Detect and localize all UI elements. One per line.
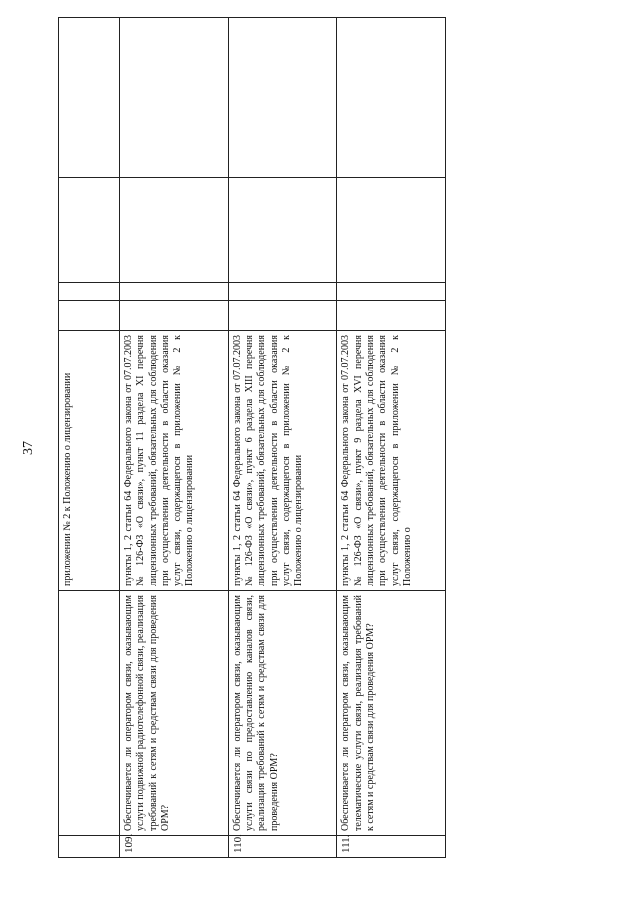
- empty-cell: [228, 178, 337, 283]
- rotated-table-wrapper: [58, 18, 446, 858]
- empty-cell: [59, 18, 120, 178]
- row-number: 110.: [228, 836, 337, 858]
- empty-cell: [228, 283, 337, 301]
- table-row: [228, 18, 337, 858]
- empty-cell: [120, 283, 229, 301]
- question-cell: [59, 591, 120, 836]
- empty-cell: [59, 301, 120, 331]
- table-row: [120, 18, 229, 858]
- row-number: [59, 836, 120, 858]
- legal-basis-cell: пункты 1, 2 статьи 64 Федерального закона от 07.07.2003 № 126-ФЗ «О связи», пункт 11 раздела XI перечня лицензионных требований, обязательных для соблюдения при осуществлении деятельности в области оказания услуг связи, содержащегося в приложении № 2 к Положению о лицензировании: [120, 331, 229, 591]
- empty-cell: [120, 178, 229, 283]
- empty-cell: [337, 301, 446, 331]
- empty-cell: [337, 18, 446, 178]
- empty-cell: [228, 301, 337, 331]
- question-cell: Обеспечивается ли оператором связи, оказывающим услуги связи по предоставлению каналов связи, реализация требований к сетям и средствам связи для проведения ОРМ?: [228, 591, 337, 836]
- empty-cell: [59, 178, 120, 283]
- empty-cell: [120, 18, 229, 178]
- empty-cell: [120, 301, 229, 331]
- checklist-table: [58, 17, 446, 858]
- page-number: 37: [21, 441, 36, 455]
- question-cell: Обеспечивается ли оператором связи, оказывающим услуги подвижной радиотелефонной связи, реализация требований к сетям и средствам связи для проведения ОРМ?: [120, 591, 229, 836]
- row-number: 111.: [337, 836, 446, 858]
- row-number: 109.: [120, 836, 229, 858]
- legal-basis-cell: пункты 1, 2 статьи 64 Федерального закона от 07.07.2003 № 126-ФЗ «О связи», пункт 9 раздела XVI перечня лицензионных требований, обязательных для соблюдения при осуществлении деятельности в области оказания услуг связи, содержащегося в приложении № 2 к Положению о: [337, 331, 446, 591]
- table-row: [337, 18, 446, 858]
- question-cell: Обеспечивается ли оператором связи, оказывающим телематические услуги связи, реализация требований к сетям и средствам связи для проведения ОРМ?: [337, 591, 446, 836]
- empty-cell: [337, 283, 446, 301]
- empty-cell: [337, 178, 446, 283]
- empty-cell: [59, 283, 120, 301]
- empty-cell: [228, 18, 337, 178]
- table-row: [59, 18, 120, 858]
- legal-basis-cell: приложении № 2 к Положению о лицензировании: [59, 331, 120, 591]
- legal-basis-cell: пункты 1, 2 статьи 64 Федерального закона от 07.07.2003 № 126-ФЗ «О связи», пункт 6 раздела XIII перечня лицензионных требований, обязательных для соблюдения при осуществлении деятельности в области оказания услуг связи, содержащегося в приложении № 2 к Положению о лицензировании: [228, 331, 337, 591]
